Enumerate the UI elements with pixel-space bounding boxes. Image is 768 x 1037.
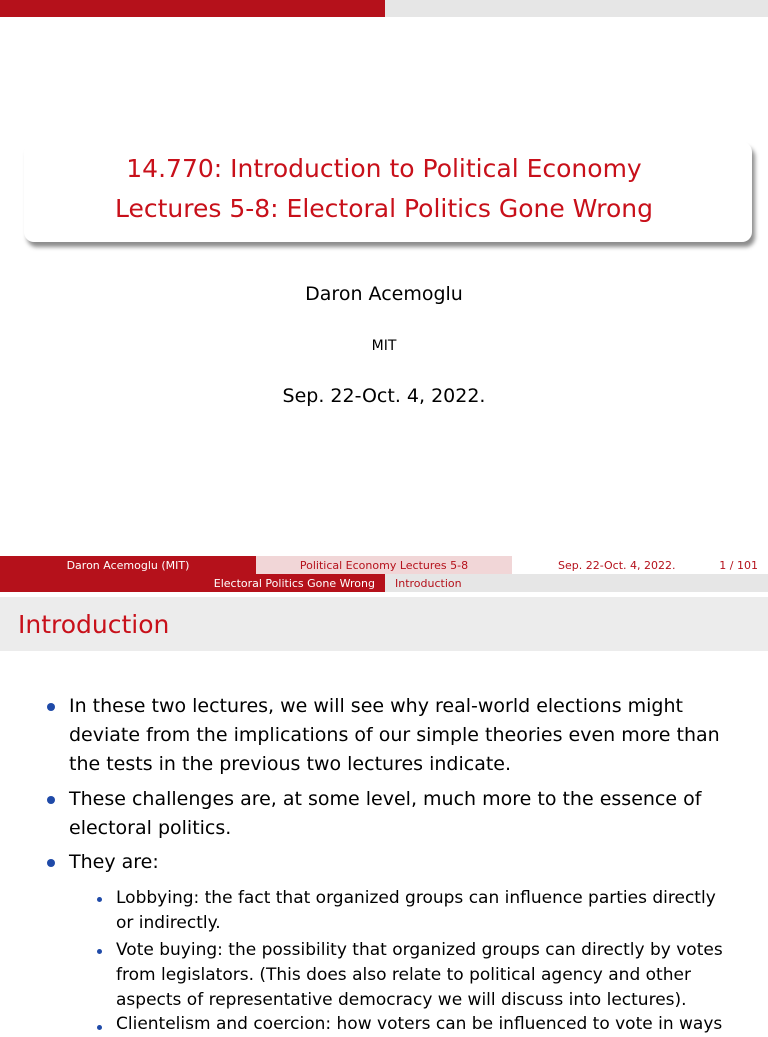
footer-page-number: 1 / 101: [719, 558, 758, 572]
footer-bar: [0, 556, 768, 574]
nav-subsection[interactable]: Introduction: [385, 574, 768, 592]
subbullet-line: Clientelism and coercion: how voters can be influenced to vote in ways: [116, 1014, 723, 1034]
subbullet-item-3: [116, 1012, 756, 1037]
bullet-marker: [47, 703, 55, 711]
bullet-line: the tests in the previous two lectures indicate.: [69, 753, 512, 775]
bullet-line: These challenges are, at some level, much more to the essence of: [69, 788, 702, 810]
footer-date-page: [512, 556, 768, 574]
footer-short-title: Political Economy Lectures 5-8: [256, 556, 512, 574]
frame-title: Introduction: [18, 610, 170, 639]
footer-date: Sep. 22-Oct. 4, 2022.: [558, 558, 676, 572]
subbullet-line: Vote buying: the possibility that organized groups can directly by votes: [116, 940, 723, 960]
bullet-item-2: [69, 785, 749, 843]
top-strip-red: [0, 0, 385, 17]
bullet-marker: [47, 859, 55, 867]
author: Daron Acemoglu: [305, 283, 463, 305]
bullet-item-1: [69, 692, 749, 779]
presentation-date: Sep. 22-Oct. 4, 2022.: [282, 385, 486, 407]
bullet-line: deviate from the implications of our simple theories even more than: [69, 724, 720, 746]
footer-author: Daron Acemoglu (MIT): [0, 556, 256, 574]
presentation-title-line-1: 14.770: Introduction to Political Economy: [126, 154, 642, 183]
subbullet-line: aspects of representative democracy we will discuss into lectures).: [116, 990, 687, 1010]
bullet-marker: [47, 796, 55, 804]
bullet-line: In these two lectures, we will see why real-world elections might: [69, 695, 683, 717]
subbullet-line: or indirectly.: [116, 913, 221, 933]
bullet-line: They are:: [69, 851, 159, 873]
bullet-line: electoral politics.: [69, 817, 232, 839]
top-progress-strip: [0, 0, 768, 17]
subbullet-item-2: [116, 938, 756, 1013]
institution: MIT: [371, 338, 397, 354]
subbullet-line: from legislators. (This does also relate to political agency and other: [116, 965, 691, 985]
subbullet-item-1: [116, 886, 756, 936]
subbullet-marker: [97, 1025, 102, 1030]
nav-section[interactable]: Electoral Politics Gone Wrong: [0, 574, 385, 592]
presentation-title-line-2: Lectures 5-8: Electoral Politics Gone Wrong: [114, 194, 653, 223]
subbullet-line: Lobbying: the fact that organized groups can influence parties directly: [116, 888, 716, 908]
subbullet-marker: [97, 949, 102, 954]
section-nav-bar: [0, 574, 768, 592]
subbullet-marker: [97, 897, 102, 902]
top-strip-gray: [385, 0, 768, 17]
bullet-item-3: [69, 848, 749, 877]
